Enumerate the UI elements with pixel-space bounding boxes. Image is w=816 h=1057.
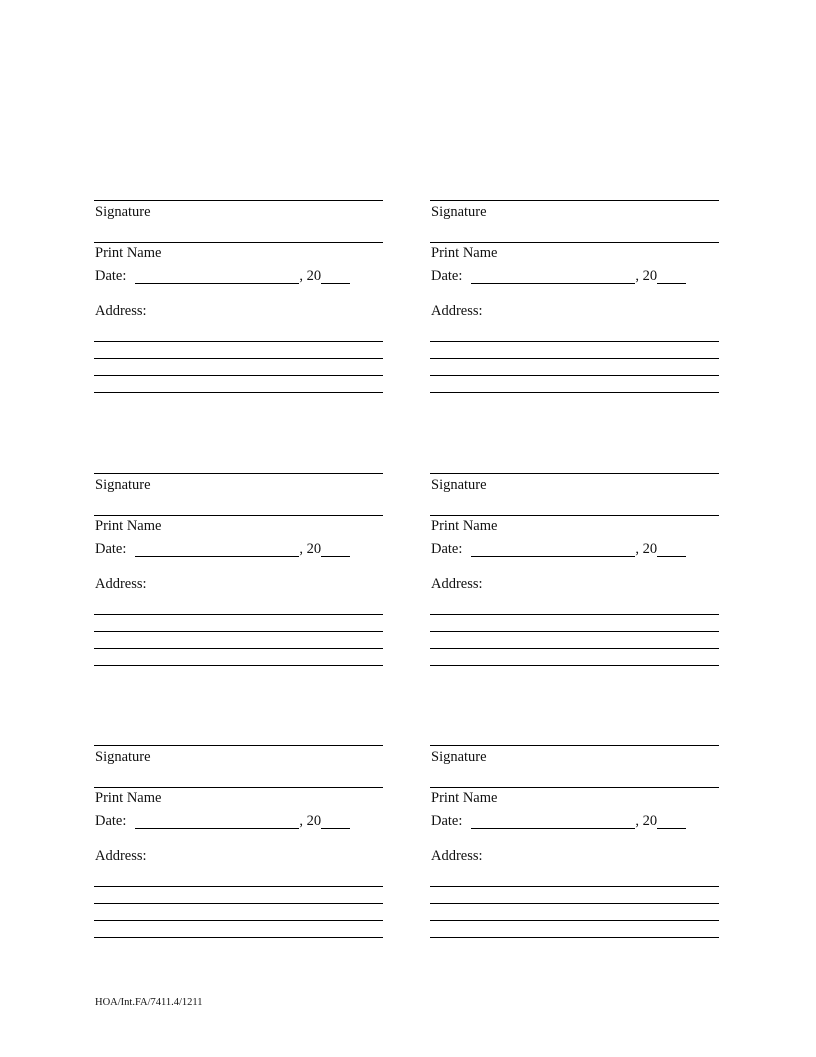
signature-label: Signature <box>95 477 151 493</box>
print-name-line[interactable] <box>430 242 719 243</box>
signature-label: Signature <box>431 749 487 765</box>
date-row <box>95 268 350 286</box>
date-row <box>431 541 686 559</box>
date-field-line[interactable] <box>135 813 299 829</box>
address-line-1[interactable] <box>94 886 383 887</box>
year-field-line[interactable] <box>657 268 686 284</box>
date-field-line[interactable] <box>135 541 299 557</box>
address-line-4[interactable] <box>430 665 719 666</box>
print-name-label: Print Name <box>431 518 498 534</box>
address-line-2[interactable] <box>430 358 719 359</box>
signature-line[interactable] <box>430 473 719 474</box>
address-line-2[interactable] <box>430 903 719 904</box>
signature-label: Signature <box>95 749 151 765</box>
signature-block-3 <box>94 473 384 673</box>
date-year-prefix: , 20 <box>635 541 658 557</box>
date-label: Date: <box>95 268 127 284</box>
print-name-label: Print Name <box>95 518 162 534</box>
print-name-label: Print Name <box>95 790 162 806</box>
address-label: Address: <box>95 303 147 319</box>
date-year-prefix: , 20 <box>635 813 658 829</box>
date-label: Date: <box>431 268 463 284</box>
signature-line[interactable] <box>94 200 383 201</box>
date-label: Date: <box>431 813 463 829</box>
date-label: Date: <box>431 541 463 557</box>
address-line-3[interactable] <box>430 920 719 921</box>
print-name-line[interactable] <box>94 787 383 788</box>
address-line-3[interactable] <box>430 375 719 376</box>
signature-block-1 <box>94 200 384 400</box>
address-line-4[interactable] <box>430 392 719 393</box>
year-field-line[interactable] <box>321 268 350 284</box>
address-label: Address: <box>95 576 147 592</box>
year-field-line[interactable] <box>657 541 686 557</box>
print-name-line[interactable] <box>430 787 719 788</box>
signature-label: Signature <box>95 204 151 220</box>
year-field-line[interactable] <box>321 541 350 557</box>
date-label: Date: <box>95 813 127 829</box>
date-row <box>431 268 686 286</box>
address-line-1[interactable] <box>430 341 719 342</box>
print-name-line[interactable] <box>430 515 719 516</box>
address-label: Address: <box>431 303 483 319</box>
address-line-3[interactable] <box>94 375 383 376</box>
address-label: Address: <box>95 848 147 864</box>
form-code-footer: HOA/Int.FA/7411.4/1211 <box>95 997 203 1008</box>
address-line-4[interactable] <box>94 665 383 666</box>
print-name-line[interactable] <box>94 242 383 243</box>
print-name-line[interactable] <box>94 515 383 516</box>
signature-line[interactable] <box>430 745 719 746</box>
print-name-label: Print Name <box>95 245 162 261</box>
signature-block-5 <box>94 745 384 945</box>
signature-line[interactable] <box>94 473 383 474</box>
date-field-line[interactable] <box>135 268 299 284</box>
year-field-line[interactable] <box>657 813 686 829</box>
date-row <box>431 813 686 831</box>
address-line-2[interactable] <box>94 631 383 632</box>
year-field-line[interactable] <box>321 813 350 829</box>
signature-block-6 <box>430 745 720 945</box>
signature-label: Signature <box>431 477 487 493</box>
date-row <box>95 541 350 559</box>
address-line-1[interactable] <box>430 614 719 615</box>
address-line-2[interactable] <box>430 631 719 632</box>
date-field-line[interactable] <box>471 541 635 557</box>
address-line-3[interactable] <box>94 920 383 921</box>
address-line-1[interactable] <box>94 614 383 615</box>
date-field-line[interactable] <box>471 813 635 829</box>
address-line-4[interactable] <box>94 937 383 938</box>
print-name-label: Print Name <box>431 245 498 261</box>
signature-block-2 <box>430 200 720 400</box>
date-label: Date: <box>95 541 127 557</box>
date-year-prefix: , 20 <box>635 268 658 284</box>
signature-block-4 <box>430 473 720 673</box>
address-line-4[interactable] <box>430 937 719 938</box>
date-year-prefix: , 20 <box>299 541 322 557</box>
date-year-prefix: , 20 <box>299 813 322 829</box>
address-line-2[interactable] <box>94 903 383 904</box>
address-line-4[interactable] <box>94 392 383 393</box>
address-line-1[interactable] <box>94 341 383 342</box>
address-line-1[interactable] <box>430 886 719 887</box>
address-line-3[interactable] <box>94 648 383 649</box>
signature-line[interactable] <box>430 200 719 201</box>
signature-label: Signature <box>431 204 487 220</box>
date-row <box>95 813 350 831</box>
date-year-prefix: , 20 <box>299 268 322 284</box>
date-field-line[interactable] <box>471 268 635 284</box>
print-name-label: Print Name <box>431 790 498 806</box>
address-label: Address: <box>431 848 483 864</box>
address-line-2[interactable] <box>94 358 383 359</box>
signature-line[interactable] <box>94 745 383 746</box>
address-label: Address: <box>431 576 483 592</box>
address-line-3[interactable] <box>430 648 719 649</box>
